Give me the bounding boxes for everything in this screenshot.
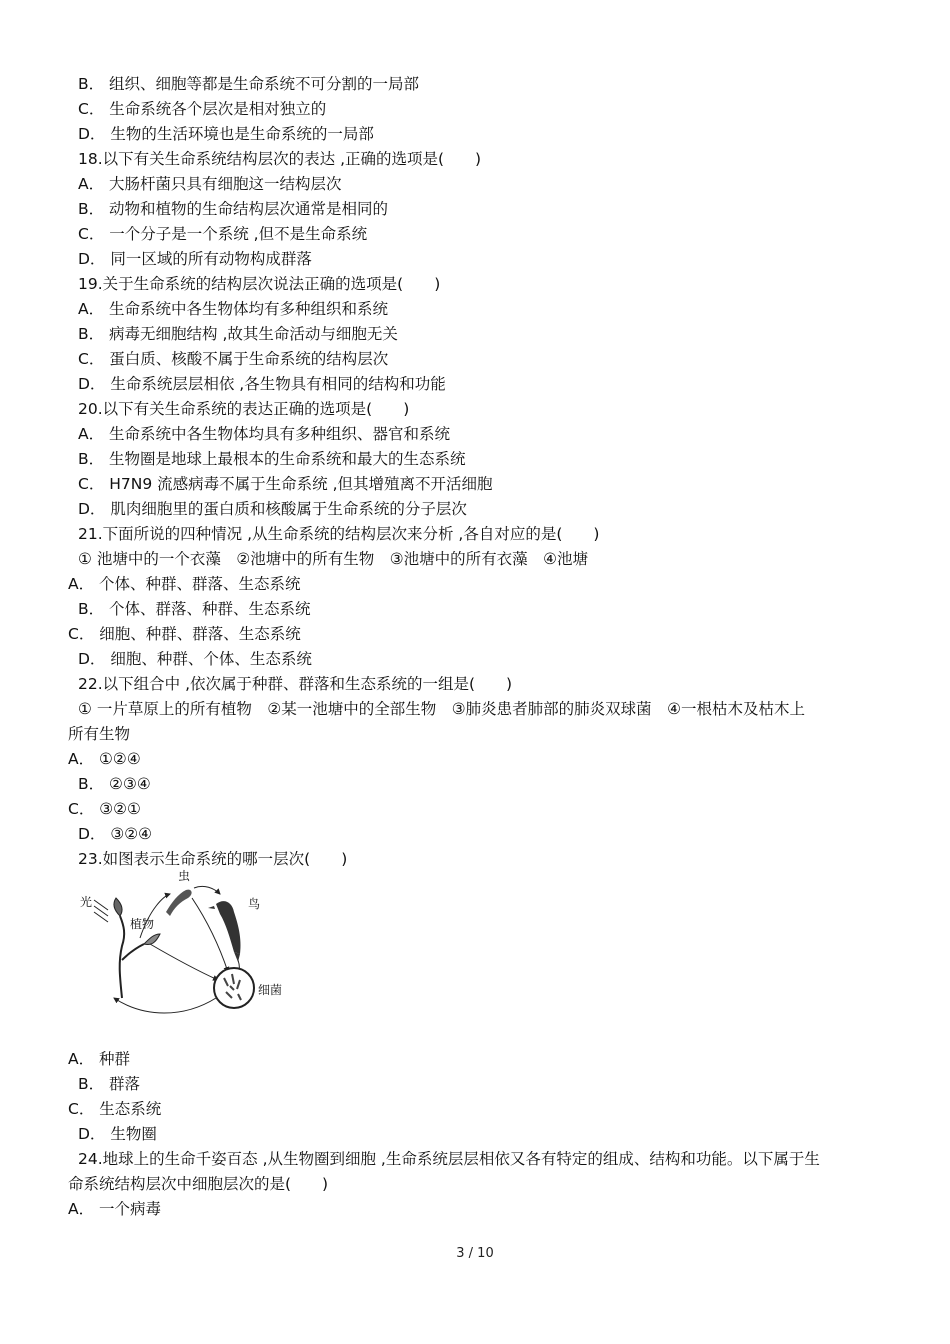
text-line: D． 肌肉细胞里的蛋白质和核酸属于生命系统的分子层次 xyxy=(78,500,467,518)
text-line: 24.地球上的生命千姿百态 ,从生物圈到细胞 ,生命系统层层相依又各有特定的组成、结构和功能。以下属于生 xyxy=(78,1150,820,1168)
bird-icon xyxy=(208,901,241,962)
text-line: D． 生物圈 xyxy=(78,1125,157,1143)
ecosystem-diagram xyxy=(74,868,294,1028)
text-line: B． 动物和植物的生命结构层次通常是相同的 xyxy=(78,200,389,218)
plant-icon xyxy=(114,898,160,998)
insect-label: 虫 xyxy=(178,869,191,883)
text-line: ① 池塘中的一个衣藻 ②池塘中的所有生物 ③池塘中的所有衣藻 ④池塘 xyxy=(78,550,589,568)
light-label: 光 xyxy=(80,895,93,909)
text-line: ① 一片草原上的所有植物 ②某一池塘中的全部生物 ③肺炎患者肺部的肺炎双球菌 ④一根枯木及枯木上 xyxy=(78,700,806,718)
text-line: A． ①②④ xyxy=(68,750,141,768)
text-line: D． 细胞、种群、个体、生态系统 xyxy=(78,650,312,668)
text-line: C． 细胞、种群、群落、生态系统 xyxy=(68,625,301,643)
text-line: C． H7N9 流感病毒不属于生命系统 ,但其增殖离不开活细胞 xyxy=(78,475,493,493)
text-line: A． 个体、种群、群落、生态系统 xyxy=(68,575,301,593)
text-line: B． 病毒无细胞结构 ,故其生命活动与细胞无关 xyxy=(78,325,398,343)
text-line: C． ③②① xyxy=(68,800,141,818)
bacteria-icon xyxy=(214,968,254,1008)
text-line: A． 一个病毒 xyxy=(68,1200,162,1218)
text-line: C． 蛋白质、核酸不属于生命系统的结构层次 xyxy=(78,350,389,368)
text-line: B． 个体、群落、种群、生态系统 xyxy=(78,600,311,618)
text-line: 19.关于生命系统的结构层次说法正确的选项是( ) xyxy=(78,275,441,293)
text-line: A． 生命系统中各生物体均具有多种组织、器官和系统 xyxy=(78,425,451,443)
text-line: B． ②③④ xyxy=(78,775,151,793)
text-line: A． 种群 xyxy=(68,1050,131,1068)
bacteria-label: 细菌 xyxy=(258,983,283,997)
bird-label: 鸟 xyxy=(248,897,261,911)
text-line: C． 生命系统各个层次是相对独立的 xyxy=(78,100,327,118)
text-line: A． 大肠杆菌只具有细胞这一结构层次 xyxy=(78,175,342,193)
text-line: C． 生态系统 xyxy=(68,1100,162,1118)
plant-label: 植物 xyxy=(130,917,155,931)
text-line: D． ③②④ xyxy=(78,825,153,843)
text-line: C． 一个分子是一个系统 ,但不是生命系统 xyxy=(78,225,368,243)
text-line: B． 组织、细胞等都是生命系统不可分割的一局部 xyxy=(78,75,420,93)
text-line: 命系统结构层次中细胞层次的是( ) xyxy=(68,1175,329,1193)
text-line: D． 生命系统层层相依 ,各生物具有相同的结构和功能 xyxy=(78,375,446,393)
light-arrows-icon xyxy=(94,900,108,922)
text-line: D． 同一区域的所有动物构成群落 xyxy=(78,250,312,268)
text-line: 18.以下有关生命系统结构层次的表达 ,正确的选项是( ) xyxy=(78,150,482,168)
text-line: 22.以下组合中 ,依次属于种群、群落和生态系统的一组是( ) xyxy=(78,675,513,693)
page-number: 3 / 10 xyxy=(456,1246,494,1261)
text-line: D． 生物的生活环境也是生命系统的一局部 xyxy=(78,125,374,143)
text-line: B． 群落 xyxy=(78,1075,141,1093)
text-line: A． 生命系统中各生物体均有多种组织和系统 xyxy=(78,300,389,318)
text-line: B． 生物圈是地球上最根本的生命系统和最大的生态系统 xyxy=(78,450,466,468)
text-line: 23.如图表示生命系统的哪一层次( ) xyxy=(78,850,348,868)
text-line: 21.下面所说的四种情况 ,从生命系统的结构层次来分析 ,各自对应的是( ) xyxy=(78,525,600,543)
text-line: 20.以下有关生命系统的表达正确的选项是( ) xyxy=(78,400,410,418)
text-line: 所有生物 xyxy=(68,725,131,743)
